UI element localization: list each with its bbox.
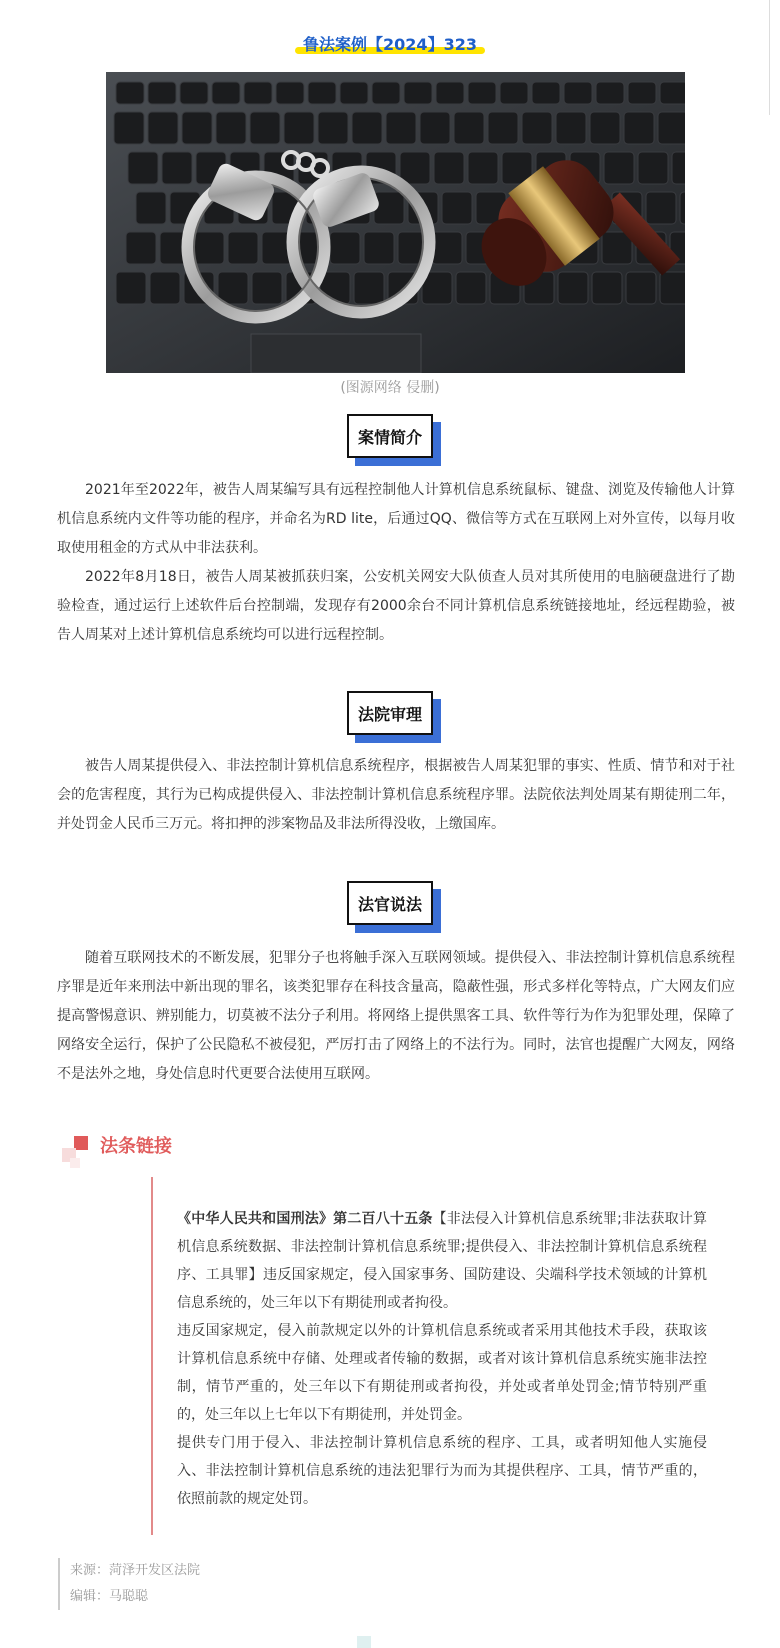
case-photo: [106, 72, 685, 373]
law-quote-box: [151, 1177, 713, 1535]
section-badge: [347, 691, 433, 735]
section-court-trial: [0, 691, 780, 735]
judge-says-body: [57, 944, 735, 1089]
handcuffs-gavel-keyboard-image: [106, 72, 685, 373]
paragraph: 2021年至2022年，被告人周某编写具有远程控制他人计算机信息系统鼠标、键盘、浏览及传输他人计算机信息系统内文件等功能的程序，并命名为RD lite，后通过QQ、微信等方式在互联网上对外宣传，以每月收取使用租金的方式从中非法获利。: [57, 482, 735, 556]
section-badge: [347, 414, 433, 458]
case-number: [303, 32, 477, 55]
bottom-decoration: [357, 1636, 371, 1648]
section-title: 案情简介: [347, 414, 433, 458]
law-link-header: [62, 1126, 262, 1166]
red-square-decoration: [74, 1136, 88, 1150]
paragraph: 被告人周某提供侵入、非法控制计算机信息系统程序，根据被告人周某犯罪的事实、性质、情节和对于社会的危害程度，其行为已构成提供侵入、非法控制计算机信息系统程序罪。法院依法判处周某有期徒刑二年，并处罚金人民币三万元。将扣押的涉案物品及非法所得没收，上缴国库。: [57, 758, 735, 832]
section-case-summary: [0, 414, 780, 458]
source-line: 来源：菏泽开发区法院: [70, 1563, 201, 1578]
case-summary-body: [57, 476, 735, 650]
law-paragraph-1-text: 【非法侵入计算机信息系统罪;非法获取计算机信息系统数据、非法控制计算机信息系统罪;提供侵入、非法控制计算机信息系统程序、工具罪】违反国家规定，侵入国家事务、国防建设、尖端科学技术领域的计算机信息系统的，处三年以下有期徒刑或者拘役。: [177, 1211, 708, 1311]
paragraph: 2022年8月18日，被告人周某被抓获归案，公安机关网安大队侦查人员对其所使用的电脑硬盘进行了勘验检查，通过运行上述软件后台控制端，发现存有2000余台不同计算机信息系统链接地址，经远程勘验，被告人周某对上述计算机信息系统均可以进行远程控制。: [57, 569, 735, 643]
law-text: [177, 1205, 707, 1513]
light-pink-square-decoration: [70, 1158, 80, 1168]
court-trial-body: [57, 752, 735, 839]
paragraph: 随着互联网技术的不断发展，犯罪分子也将触手深入互联网领域。提供侵入、非法控制计算机信息系统程序罪是近年来刑法中新出现的罪名，该类犯罪存在科技含量高，隐蔽性强，形式多样化等特点，广大网友们应提高警惕意识、辨别能力，切莫被不法分子利用。将网络上提供黑客工具、软件等行为作为犯罪处理，保障了网络安全运行，保护了公民隐私不被侵犯，严厉打击了网络上的不法行为。同时，法官也提醒广大网友，网络不是法外之地，身处信息时代更要合法使用互联网。: [57, 950, 735, 1082]
law-link-title: 法条链接: [100, 1136, 172, 1157]
editor-line: 编辑：马聪聪: [70, 1589, 149, 1604]
section-badge: [347, 881, 433, 925]
law-paragraph-3: 提供专门用于侵入、非法控制计算机信息系统的程序、工具，或者明知他人实施侵入、非法控制计算机信息系统的违法犯罪行为而为其提供程序、工具，情节严重的，依照前款的规定处罚。: [177, 1435, 707, 1507]
case-number-header: [0, 32, 780, 55]
law-paragraph-2: 违反国家规定，侵入前款规定以外的计算机信息系统或者采用其他技术手段，获取该计算机信息系统中存储、处理或者传输的数据，或者对该计算机信息系统实施非法控制，情节严重的，处三年以下有期徒刑或者拘役，并处或者单处罚金;情节特别严重的，处三年以上七年以下有期徒刑，并处罚金。: [177, 1323, 707, 1423]
case-number-text: 鲁法案例【2024】323: [303, 35, 477, 54]
law-reference: 《中华人民共和国刑法》第二百八十五条: [177, 1211, 433, 1227]
right-edge-divider: [769, 0, 780, 115]
source-info: [58, 1558, 200, 1610]
law-paragraph-1: [177, 1205, 707, 1317]
image-caption: (图源网络 侵删): [340, 380, 440, 396]
section-title: 法院审理: [347, 691, 433, 735]
section-title: 法官说法: [347, 881, 433, 925]
section-judge-says: [0, 881, 780, 925]
